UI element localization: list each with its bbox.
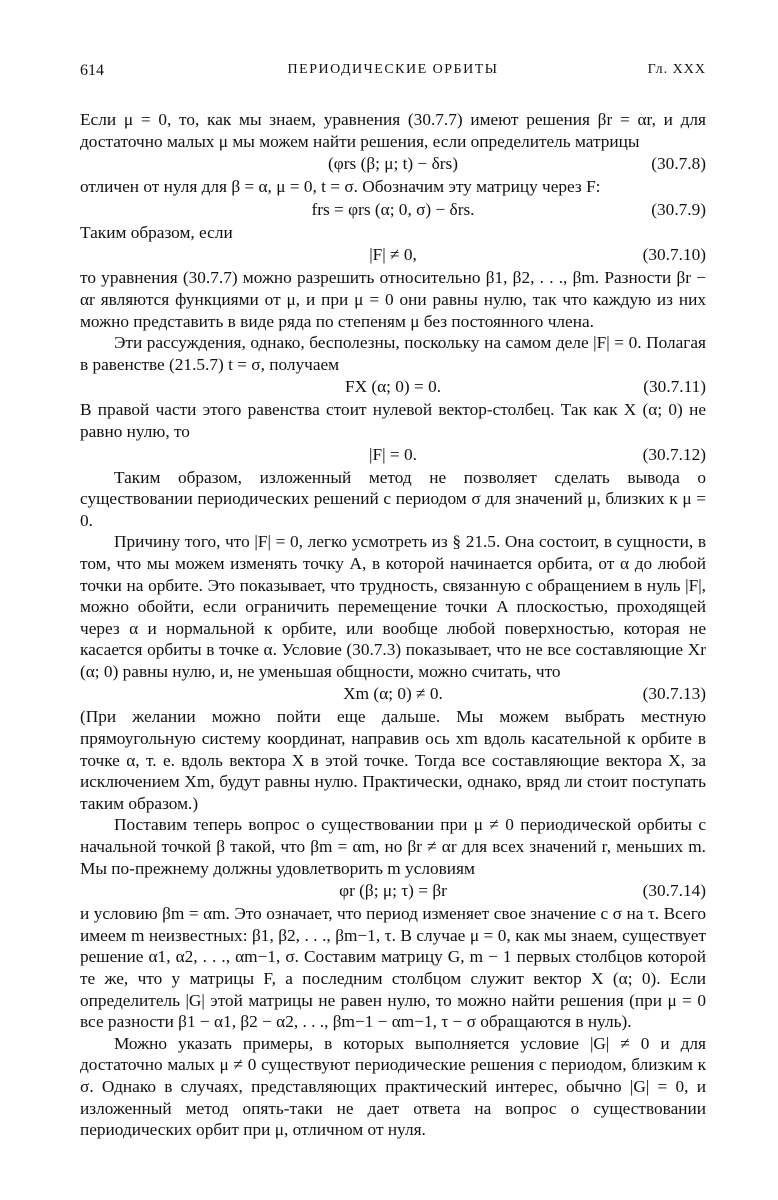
running-title: ПЕРИОДИЧЕСКИЕ ОРБИТЫ bbox=[287, 62, 499, 77]
equation-body: |F| ≠ 0, bbox=[369, 245, 417, 265]
equation bbox=[80, 152, 706, 176]
equation-number: (30.7.13) bbox=[642, 684, 706, 704]
equation-body: |F| = 0. bbox=[369, 444, 417, 464]
equation bbox=[80, 243, 706, 267]
equation-number: (30.7.12) bbox=[642, 444, 706, 464]
page-header bbox=[80, 62, 706, 88]
equation bbox=[80, 198, 706, 222]
paragraph: Поставим теперь вопрос о существовании при μ ≠ 0 периодической орбиты с начальной точкой β такой, что βm = αm, но βr ≠ αr для всех значений r, меньших m. Мы по-прежнему должны удовлетворить m условиям bbox=[80, 815, 706, 878]
paragraph: В правой части этого равенства стоит нулевой вектор-столбец. Так как X (α; 0) не равно нулю, то bbox=[80, 400, 706, 441]
equation-body: φr (β; μ; τ) = βr bbox=[339, 881, 447, 901]
equation-body: (φrs (β; μ; t) − δrs) bbox=[328, 154, 458, 174]
equation bbox=[80, 879, 706, 903]
paragraph: Можно указать примеры, в которых выполняется условие |G| ≠ 0 и для достаточно малых μ ≠ 0 существуют периодические решения с периодом, близким к σ. Однако в случаях, представляющих практический интерес, обычно |G| = 0, и изложенный метод опять-таки не дает ответа на вопрос о существовании периодических орбит при μ, отличном от нуля. bbox=[80, 1033, 706, 1140]
equation bbox=[80, 375, 706, 399]
equation bbox=[80, 443, 706, 467]
paragraph: Если μ = 0, то, как мы знаем, уравнения (30.7.7) имеют решения βr = αr, и для достаточно малых μ мы можем найти решения, если определитель матрицы bbox=[80, 110, 706, 151]
equation-number: (30.7.14) bbox=[642, 881, 706, 901]
page-body bbox=[80, 109, 706, 1141]
paragraph: Таким образом, изложенный метод не позволяет сделать вывода о существовании периодических решений с периодом σ для значений μ, близких к μ = 0. bbox=[80, 467, 706, 530]
paragraph: Эти рассуждения, однако, бесполезны, поскольку на самом деле |F| = 0. Полагая в равенстве (21.5.7) t = σ, получаем bbox=[80, 333, 706, 374]
equation-body: frs = φrs (α; 0, σ) − δrs. bbox=[311, 199, 475, 219]
page-number: 614 bbox=[80, 62, 104, 79]
paragraph: отличен от нуля для β = α, μ = 0, t = σ. Обозначим эту матрицу через F: bbox=[80, 177, 601, 197]
paragraph: Таким образом, если bbox=[80, 222, 233, 242]
paragraph: и условию βm = αm. Это означает, что период изменяет свое значение с σ на τ. Всего имеем m неизвестных: β1, β2, . . ., βm−1, τ. В случае μ = 0, как мы знаем, существует решение α1, α2, . . ., αm−1, σ. Составим матрицу G, m − 1 первых столбцов которой те же, что у матрицы F, а последним столбцом служит вектор X (α; 0). Если определитель |G| этой матрицы не равен нулю, то можно найти решения (при μ = 0 все разности β1 − α1, β2 − α2, . . ., βm−1 − αm−1, τ − σ обращаются в нуль). bbox=[80, 904, 706, 1032]
paragraph: то уравнения (30.7.7) можно разрешить относительно β1, β2, . . ., βm. Разности βr − αr являются функциями от μ, и при μ = 0 они равны нулю, так что каждую из них можно представить в виде ряда по степеням μ без постоянного члена. bbox=[80, 268, 706, 331]
equation-body: FX (α; 0) = 0. bbox=[344, 377, 442, 397]
equation-number: (30.7.8) bbox=[651, 154, 706, 174]
chapter-label: Гл. XXX bbox=[647, 62, 706, 77]
equation-number: (30.7.10) bbox=[642, 245, 706, 265]
paragraph: (При желании можно пойти еще дальше. Мы можем выбрать местную прямоугольную систему координат, направив ось xm вдоль касательной к орбите в точке α, т. е. вдоль вектора X в этой точке. Тогда все составляющие вектора X, за исключением Xm, будут равны нулю. Практически, однако, вряд ли стоит поступать таким образом.) bbox=[80, 707, 706, 813]
paragraph: Причину того, что |F| = 0, легко усмотреть из § 21.5. Она состоит, в сущности, в том, что мы можем изменять точку A, в которой начинается орбита, от α до любой точки на орбите. Это показывает, что трудность, связанную с обращением в нуль |F|, можно обойти, если ограничить перемещение точки A плоскостью, проходящей через α и нормальной к орбите, или вообще любой поверхностью, которая не касается орбиты в точке α. Условие (30.7.3) показывает, что не все составляющие Xr (α; 0) равны нулю, и, не уменьшая общности, можно считать, что bbox=[80, 532, 706, 681]
equation-number: (30.7.9) bbox=[651, 199, 706, 219]
equation bbox=[80, 682, 706, 706]
book-page bbox=[80, 62, 706, 1141]
equation-number: (30.7.11) bbox=[643, 377, 706, 397]
equation-body: Xm (α; 0) ≠ 0. bbox=[343, 684, 443, 704]
